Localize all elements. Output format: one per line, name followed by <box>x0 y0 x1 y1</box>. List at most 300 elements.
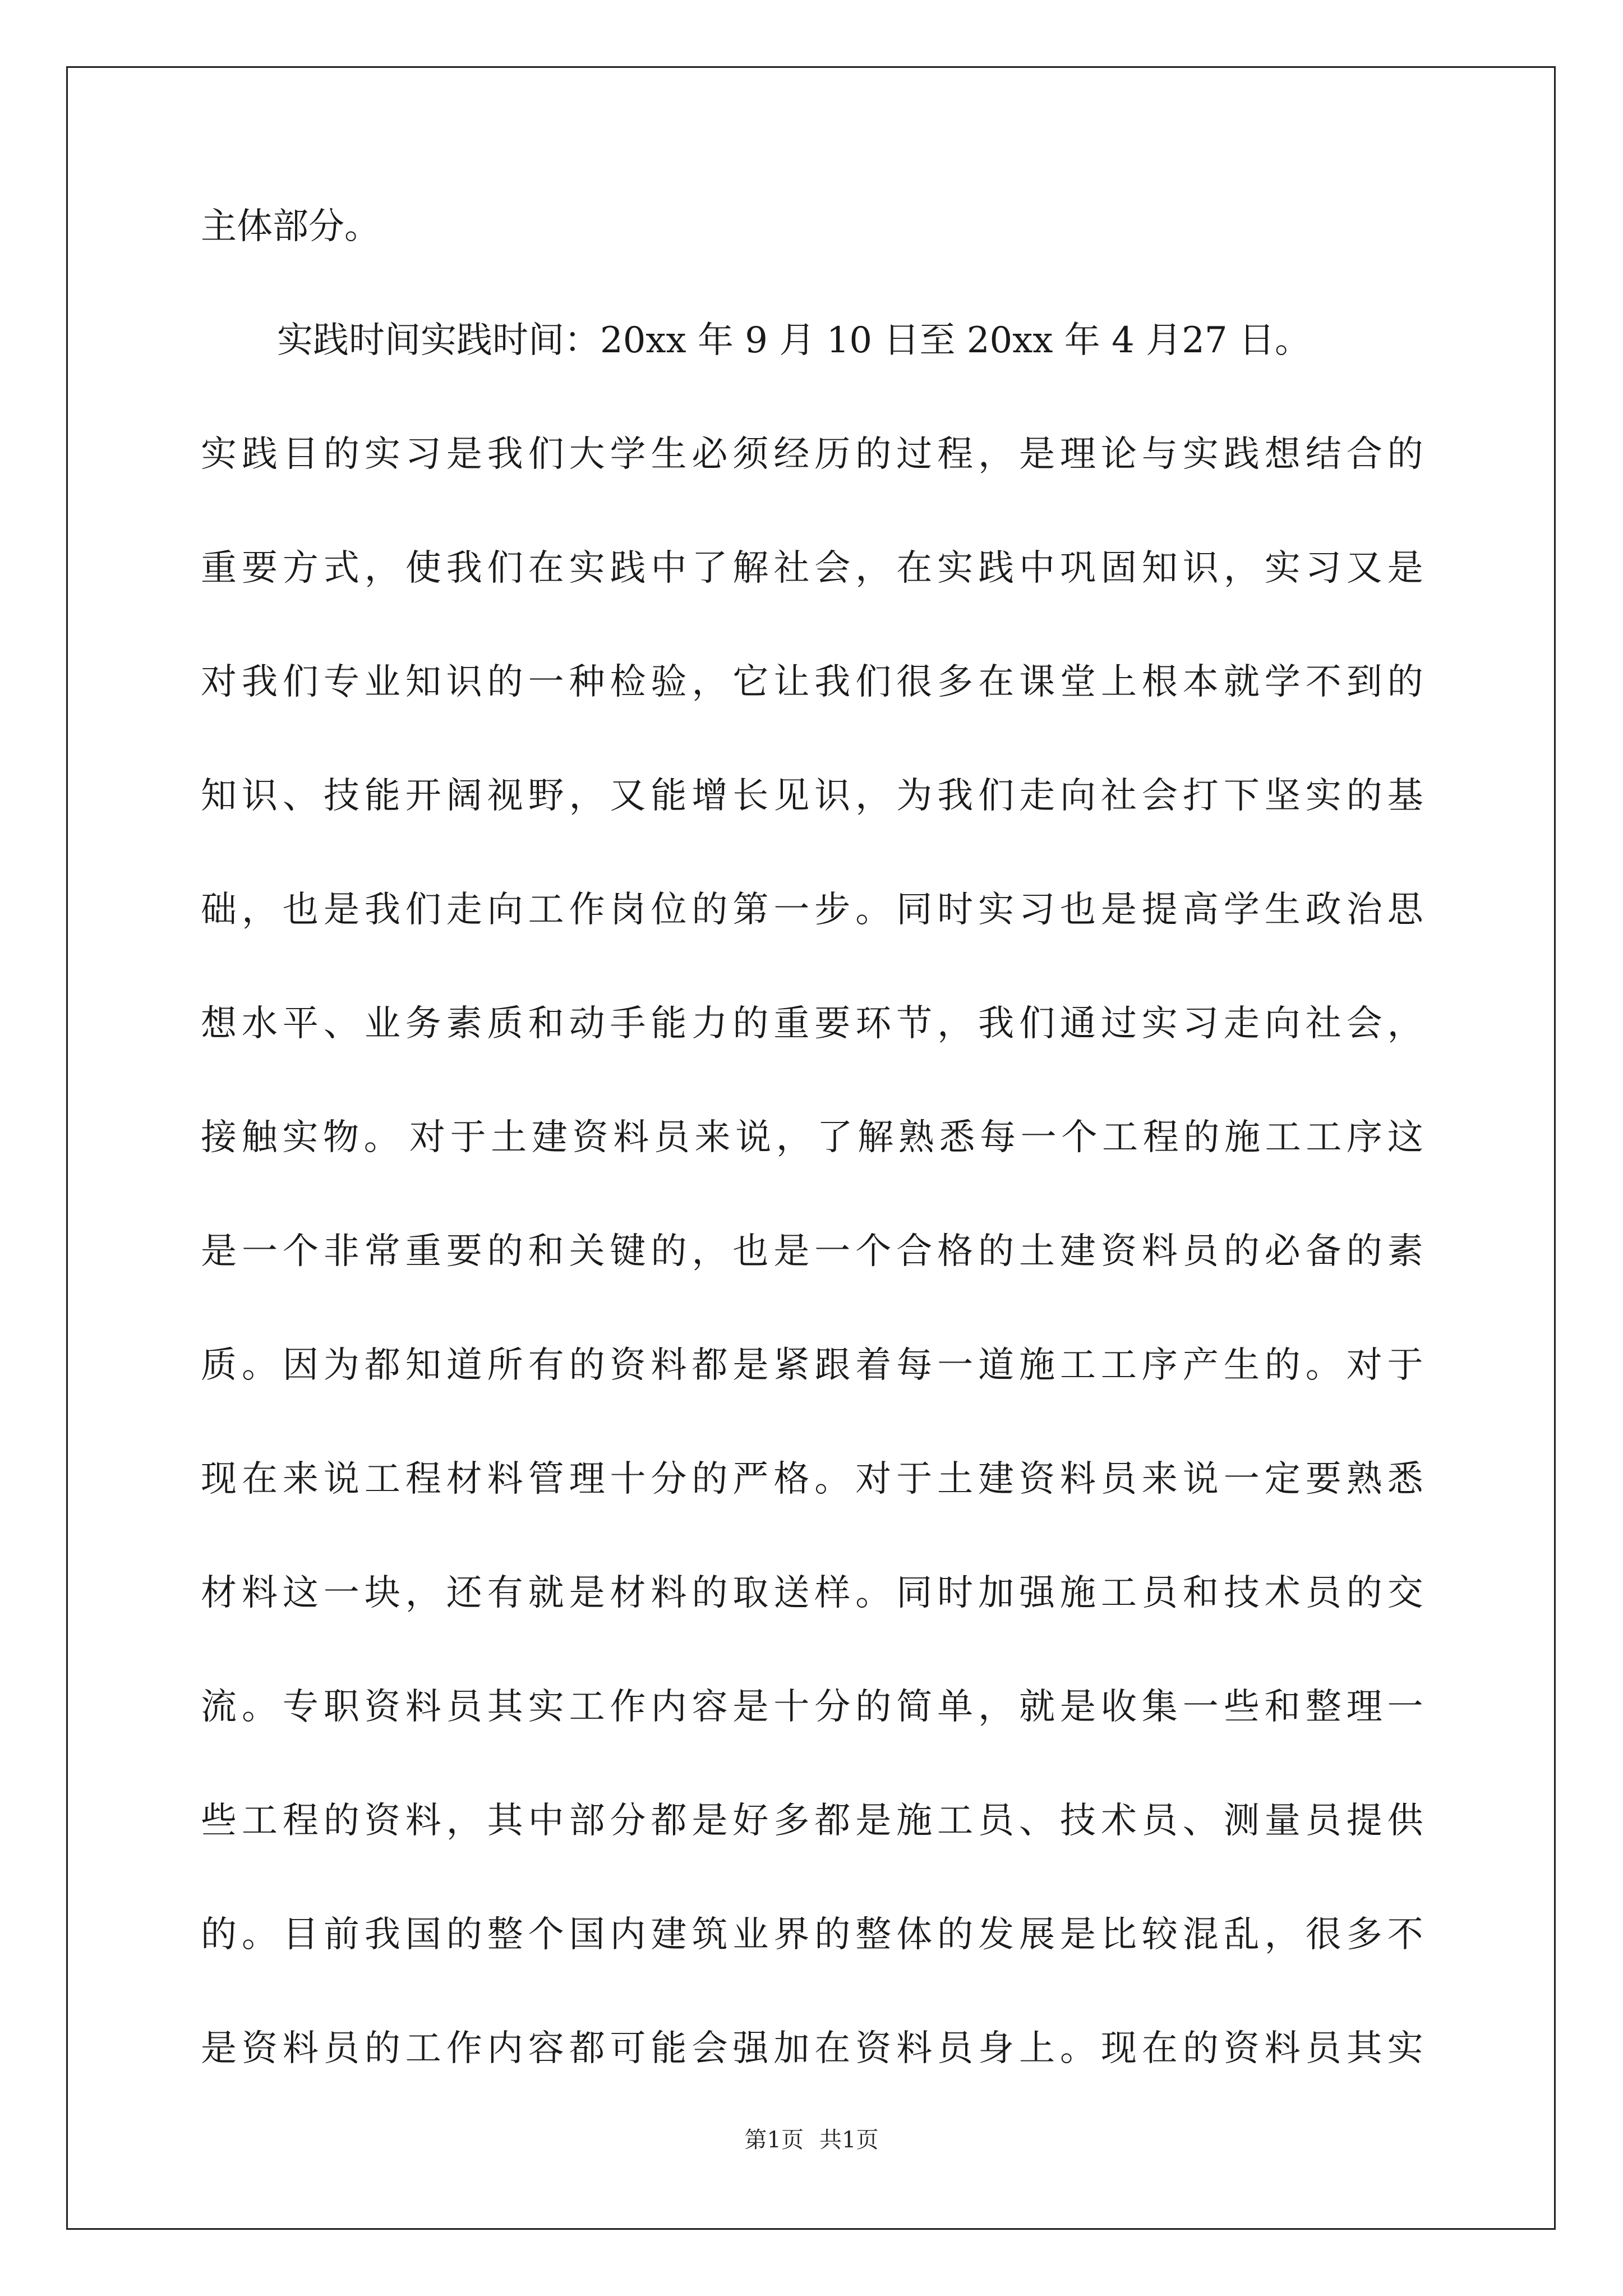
char: 实 <box>1305 775 1341 817</box>
char: 实 <box>1182 434 1219 475</box>
char: 资 <box>1223 2028 1260 2069</box>
char: 也 <box>1060 889 1096 931</box>
char: ， <box>241 889 278 931</box>
char: 材 <box>201 1572 237 1614</box>
char: ， <box>405 1572 441 1614</box>
text-line <box>201 1003 1423 1120</box>
char: 十 <box>773 1686 810 1728</box>
char: 悉 <box>939 1117 975 1158</box>
char: 前 <box>323 1914 359 1955</box>
char: 们 <box>528 434 564 475</box>
char: 学 <box>1264 661 1301 703</box>
char: 多 <box>937 661 974 703</box>
char: 践 <box>241 434 278 475</box>
char: 实 <box>528 1686 564 1728</box>
char: 会 <box>1141 775 1178 817</box>
char: 经 <box>773 434 810 475</box>
char: 国 <box>569 1914 605 1955</box>
char: 的 <box>855 1686 892 1728</box>
char: 理 <box>569 1458 605 1500</box>
char: 术 <box>1264 1572 1301 1614</box>
char: 要 <box>241 547 278 589</box>
char: 国 <box>405 1914 441 1955</box>
char: 又 <box>1346 547 1382 589</box>
char: ， <box>1387 1003 1423 1045</box>
char: 第 <box>732 889 769 931</box>
char: 都 <box>814 1800 851 1842</box>
char: 能 <box>364 775 400 817</box>
char: 又 <box>610 775 646 817</box>
char: 能 <box>651 1003 687 1045</box>
char: 触 <box>241 1117 278 1158</box>
char: 个 <box>855 1231 892 1272</box>
char: 的 <box>569 1345 605 1386</box>
char: 检 <box>610 661 646 703</box>
char: 接 <box>201 1117 237 1158</box>
char: 料 <box>1060 1458 1096 1500</box>
char: 的 <box>1346 775 1382 817</box>
char: 习 <box>1305 547 1341 589</box>
char: 很 <box>1305 1914 1341 1955</box>
line-text: 主体部分。 <box>201 206 380 247</box>
char: 。 <box>855 889 892 931</box>
char: 一 <box>937 1345 974 1386</box>
char: 素 <box>446 1003 482 1045</box>
char: 。 <box>363 1117 400 1158</box>
char: 整 <box>487 1914 523 1955</box>
char: 的 <box>1387 661 1423 703</box>
text-line <box>201 1572 1423 1689</box>
char: 就 <box>1019 1686 1055 1728</box>
char: 和 <box>1182 1572 1219 1614</box>
char: 土 <box>937 1458 974 1500</box>
char: 来 <box>694 1117 731 1158</box>
char: 料 <box>651 1345 687 1386</box>
char: 个 <box>282 1231 319 1272</box>
char: 习 <box>1182 1003 1219 1045</box>
char: 施 <box>1224 1117 1261 1158</box>
char: 些 <box>1223 1686 1260 1728</box>
char: 阔 <box>446 775 482 817</box>
char: 对 <box>201 661 237 703</box>
char: 种 <box>569 661 605 703</box>
char: 会 <box>814 547 851 589</box>
char: 环 <box>855 1003 892 1045</box>
char: 们 <box>1019 1003 1055 1045</box>
char: 业 <box>364 661 400 703</box>
char: 每 <box>980 1117 1016 1158</box>
char: 目 <box>282 434 319 475</box>
char: 知 <box>405 661 441 703</box>
char: 对 <box>409 1117 445 1158</box>
char: 工 <box>937 1800 974 1842</box>
char: 个 <box>1061 1117 1098 1158</box>
char: 工 <box>1100 1572 1137 1614</box>
char: 我 <box>937 775 974 817</box>
char: 到 <box>1346 661 1382 703</box>
char: 每 <box>896 1345 933 1386</box>
text-line <box>201 206 1423 323</box>
char: 和 <box>528 1003 564 1045</box>
char: ， <box>978 1686 1015 1728</box>
char: 实 <box>1387 2028 1423 2069</box>
char: 平 <box>282 1003 319 1045</box>
char: 与 <box>1141 434 1178 475</box>
char: 对 <box>855 1458 892 1500</box>
document-body <box>201 206 1423 2145</box>
char: 必 <box>691 434 728 475</box>
char: 生 <box>1223 1345 1260 1386</box>
char: 道 <box>446 1345 482 1386</box>
char: 的 <box>323 434 359 475</box>
char: 较 <box>1141 1914 1178 1955</box>
char: 不 <box>1305 661 1341 703</box>
char: 实 <box>937 547 974 589</box>
char: 熟 <box>898 1117 934 1158</box>
char: 要 <box>446 1231 482 1272</box>
char: 生 <box>651 434 687 475</box>
char: 巩 <box>1060 547 1096 589</box>
char: 重 <box>773 1003 810 1045</box>
char: 技 <box>1060 1800 1096 1842</box>
char: 实 <box>978 889 1015 931</box>
char: 来 <box>1141 1458 1178 1500</box>
char: 员 <box>446 1686 482 1728</box>
char: ， <box>1264 1914 1301 1955</box>
char: 有 <box>487 1572 523 1614</box>
char: 、 <box>323 1003 359 1045</box>
char: ， <box>691 661 728 703</box>
char: 工 <box>1060 1345 1096 1386</box>
char: 员 <box>1141 1572 1178 1614</box>
char: 工 <box>1306 1117 1342 1158</box>
char: 一 <box>1182 1686 1219 1728</box>
char: 们 <box>978 775 1015 817</box>
char: 必 <box>1264 1231 1301 1272</box>
char: 跟 <box>814 1345 851 1386</box>
char: 一 <box>814 1231 851 1272</box>
char: 内 <box>610 1914 646 1955</box>
char: 会 <box>691 2028 728 2069</box>
char: 部 <box>569 1800 605 1842</box>
char: 测 <box>1223 1800 1260 1842</box>
char: 常 <box>364 1231 400 1272</box>
char: 的 <box>201 1914 237 1955</box>
char: 还 <box>446 1572 482 1614</box>
char: 走 <box>446 889 482 931</box>
char: 资 <box>1100 1231 1137 1272</box>
char: 好 <box>732 1800 769 1842</box>
char: 专 <box>282 1686 319 1728</box>
char: 材 <box>446 1458 482 1500</box>
char: 的 <box>1346 1231 1382 1272</box>
char: 。 <box>1060 2028 1096 2069</box>
char: 识 <box>241 775 278 817</box>
char: ， <box>776 1117 812 1158</box>
char: 于 <box>450 1117 486 1158</box>
char: 体 <box>896 1914 933 1955</box>
char: 分 <box>651 1458 687 1500</box>
char: 员 <box>1305 1800 1341 1842</box>
char: 其 <box>487 1686 523 1728</box>
char: 们 <box>855 661 892 703</box>
char: 十 <box>610 1458 646 1500</box>
char: 了 <box>817 1117 853 1158</box>
char: 物 <box>322 1117 359 1158</box>
char: 走 <box>1223 1003 1260 1045</box>
char: 建 <box>978 1458 1015 1500</box>
char: 提 <box>1346 1800 1382 1842</box>
char: 。 <box>241 1686 278 1728</box>
char: 为 <box>896 775 933 817</box>
char: 的 <box>1264 1345 1301 1386</box>
char: 资 <box>855 2028 892 2069</box>
char: 我 <box>978 1003 1015 1045</box>
char: 员 <box>978 1800 1015 1842</box>
char: 论 <box>1100 434 1137 475</box>
char: 有 <box>528 1345 564 1386</box>
char: 员 <box>1305 2028 1341 2069</box>
char: 分 <box>610 1800 646 1842</box>
char: 料 <box>896 2028 933 2069</box>
char: 个 <box>528 1914 564 1955</box>
char: 素 <box>1387 1231 1423 1272</box>
char: 节 <box>896 1003 933 1045</box>
char: 实 <box>1264 547 1301 589</box>
char: 理 <box>1060 434 1096 475</box>
char: 料 <box>613 1117 649 1158</box>
char: 的 <box>732 1003 769 1045</box>
char: 资 <box>241 2028 278 2069</box>
page-footer <box>0 2129 1623 2151</box>
char: 是 <box>1387 547 1423 589</box>
char: 一 <box>1223 1458 1260 1500</box>
char: 下 <box>1223 775 1260 817</box>
char: 中 <box>1019 547 1055 589</box>
char: ， <box>978 434 1015 475</box>
char: 料 <box>405 1686 441 1728</box>
char: 须 <box>732 434 769 475</box>
char: 们 <box>282 661 319 703</box>
char: 料 <box>1264 2028 1301 2069</box>
char: 力 <box>691 1003 728 1045</box>
char: 料 <box>1141 1231 1178 1272</box>
char: 作 <box>569 889 605 931</box>
char: 工 <box>1100 1345 1137 1386</box>
char: 键 <box>610 1231 646 1272</box>
char: 实 <box>569 547 605 589</box>
char: 础 <box>201 889 237 931</box>
char: 于 <box>896 1458 933 1500</box>
char: 也 <box>732 1231 769 1272</box>
char: 的 <box>978 1231 1015 1272</box>
char: 见 <box>773 775 810 817</box>
char: 资 <box>572 1117 608 1158</box>
char: 一 <box>1387 1686 1423 1728</box>
char: ， <box>855 547 892 589</box>
char: 我 <box>241 661 278 703</box>
char: 料 <box>487 1458 523 1500</box>
char: 是 <box>201 2028 237 2069</box>
char: 。 <box>814 1458 851 1500</box>
char: 乱 <box>1223 1914 1260 1955</box>
char: 是 <box>855 1800 892 1842</box>
char: 块 <box>364 1572 400 1614</box>
char: 想 <box>201 1003 237 1045</box>
char: 都 <box>364 1345 400 1386</box>
char: 内 <box>651 1686 687 1728</box>
char: 技 <box>323 775 359 817</box>
char: 都 <box>651 1800 687 1842</box>
char: 的 <box>446 1914 482 1955</box>
char: 政 <box>1305 889 1341 931</box>
char: 能 <box>651 2028 687 2069</box>
char: 的 <box>937 1914 974 1955</box>
char: 工 <box>241 1800 278 1842</box>
char: 程 <box>1142 1117 1179 1158</box>
char: 筑 <box>691 1914 728 1955</box>
char: 我 <box>364 1914 400 1955</box>
char: 同 <box>896 1572 933 1614</box>
char: 提 <box>1141 889 1178 931</box>
char: ， <box>937 1003 974 1045</box>
char: 我 <box>446 547 482 589</box>
char: 收 <box>1100 1686 1137 1728</box>
char: 动 <box>569 1003 605 1045</box>
char: 的 <box>651 1231 687 1272</box>
char: 是 <box>201 1231 237 1272</box>
char: 来 <box>282 1458 319 1500</box>
char: 是 <box>323 889 359 931</box>
char: 程 <box>405 1458 441 1500</box>
char: 践 <box>978 547 1015 589</box>
char: 资 <box>364 1686 400 1728</box>
char: 的 <box>1182 2028 1219 2069</box>
char: 多 <box>1346 1914 1382 1955</box>
char: 一 <box>323 1572 359 1614</box>
char: 是 <box>1060 1914 1096 1955</box>
char: 专 <box>323 661 359 703</box>
char: 定 <box>1264 1458 1301 1500</box>
text-line <box>201 1914 1423 2031</box>
char: 位 <box>651 889 687 931</box>
char: 整 <box>1305 1686 1341 1728</box>
char: 术 <box>1100 1800 1137 1842</box>
char: 历 <box>814 434 851 475</box>
char: 验 <box>651 661 687 703</box>
char: 工 <box>1265 1117 1301 1158</box>
char: 可 <box>610 2028 646 2069</box>
char: 能 <box>651 775 687 817</box>
char: ， <box>855 775 892 817</box>
char: 想 <box>1264 434 1301 475</box>
char: ， <box>1223 547 1260 589</box>
char: 的 <box>1223 1231 1260 1272</box>
char: 的 <box>814 1914 851 1955</box>
char: 实 <box>1141 1003 1178 1045</box>
line-text: 实践时间实践时间：20xx 年 9 月 10 日至 20xx 年 4 月27 日。 <box>277 320 1311 361</box>
char: 员 <box>1141 1800 1178 1842</box>
char: 熟 <box>1346 1458 1382 1500</box>
char: 工 <box>528 889 564 931</box>
char: 使 <box>405 547 441 589</box>
char: 学 <box>610 434 646 475</box>
char: 中 <box>528 1800 564 1842</box>
char: 是 <box>569 1572 605 1614</box>
char: 其 <box>487 1800 523 1842</box>
char: 业 <box>364 1003 400 1045</box>
char: 这 <box>282 1572 319 1614</box>
char: 现 <box>201 1458 237 1500</box>
char: 严 <box>732 1458 769 1500</box>
char: 向 <box>487 889 523 931</box>
char: 程 <box>937 434 974 475</box>
char: 是 <box>732 1686 769 1728</box>
page-total: 共1页 <box>819 2127 879 2153</box>
char: 材 <box>610 1572 646 1614</box>
char: 我 <box>487 434 523 475</box>
char: 同 <box>896 889 933 931</box>
char: 一 <box>528 661 564 703</box>
char: 它 <box>732 661 769 703</box>
char: 步 <box>814 889 851 931</box>
char: 产 <box>1182 1345 1219 1386</box>
char: 员 <box>1182 1231 1219 1272</box>
char: 践 <box>610 547 646 589</box>
char: 工 <box>364 1458 400 1500</box>
text-line <box>201 1800 1423 1917</box>
char: 增 <box>691 775 728 817</box>
char: 建 <box>531 1117 568 1158</box>
char: 样 <box>814 1572 851 1614</box>
char: 时 <box>937 889 974 931</box>
char: 料 <box>405 1800 441 1842</box>
char: 走 <box>1019 775 1055 817</box>
char: 践 <box>1223 434 1260 475</box>
char: 的 <box>855 434 892 475</box>
char: 强 <box>1019 1572 1055 1614</box>
char: 是 <box>691 1800 728 1842</box>
char: 土 <box>1019 1231 1055 1272</box>
char: 时 <box>937 1572 974 1614</box>
char: 一 <box>773 889 810 931</box>
char: 界 <box>773 1914 810 1955</box>
char: 一 <box>241 1231 278 1272</box>
char: 我 <box>364 889 400 931</box>
char: 。 <box>1305 1345 1341 1386</box>
char: 的 <box>691 1458 728 1500</box>
char: 过 <box>1100 1003 1137 1045</box>
char: ， <box>446 1800 482 1842</box>
char: 的 <box>691 889 728 931</box>
char: 送 <box>773 1572 810 1614</box>
char: ， <box>364 547 400 589</box>
char: 在 <box>528 547 564 589</box>
char: 交 <box>1387 1572 1423 1614</box>
text-line <box>201 1231 1423 1347</box>
char: 重 <box>405 1231 441 1272</box>
char: 分 <box>814 1686 851 1728</box>
char: 料 <box>282 2028 319 2069</box>
char: 本 <box>1182 661 1219 703</box>
char: 工 <box>569 1686 605 1728</box>
char: 理 <box>1346 1686 1382 1728</box>
char: 容 <box>528 2028 564 2069</box>
char: 其 <box>1346 2028 1382 2069</box>
char: 资 <box>1019 1458 1055 1500</box>
char: 质 <box>201 1345 237 1386</box>
char: 式 <box>323 547 359 589</box>
